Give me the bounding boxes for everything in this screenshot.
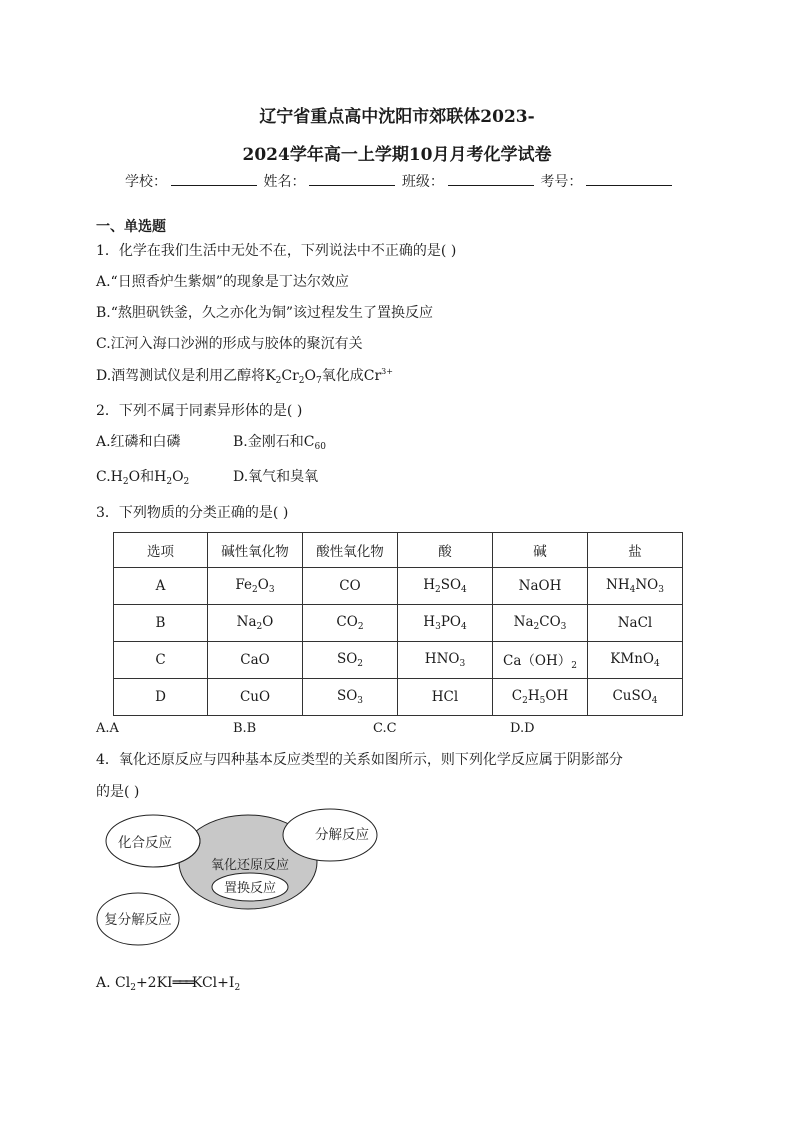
formula-cell: $CO_2$ — [303, 605, 398, 642]
table-row — [114, 605, 683, 642]
formula-cell: $Na_2O$ — [208, 605, 303, 642]
reaction-venn-diagram — [92, 808, 392, 948]
formula-h2o: $H_2O$ — [110, 469, 141, 487]
q2-option-c-and: 和 — [140, 469, 155, 485]
formula-cell: $NH_4NO_3$ — [588, 568, 683, 605]
q2-option-c: $C.H_2O$和$H_2O_2$ — [96, 469, 190, 487]
combination-label: 化合反应 — [118, 835, 172, 851]
formula-cell: $H_2SO_4$ — [398, 568, 493, 605]
q1-option-d — [96, 365, 393, 386]
q2-option-a: A.红磷和白磷 — [96, 434, 181, 450]
q3-option-c: C.C — [373, 721, 397, 736]
exam-title-line2: 2024学年高一上学期10月月考化学试卷 — [242, 145, 552, 165]
formula-cell: $H_3PO_4$ — [398, 605, 493, 642]
header-cell: 碱 — [493, 533, 588, 568]
row-label: D — [114, 679, 208, 716]
formula-h2o2: $H_2O_2$ — [154, 469, 190, 487]
formula-cell: CuSO$_4$ — [588, 679, 683, 716]
formula-c60: $C_{60}$ — [303, 434, 326, 452]
redox-label: 氧化还原反应 — [210, 858, 290, 873]
table-row — [114, 679, 683, 716]
formula-cell: $Na_2CO_3$ — [493, 605, 588, 642]
formula-cell: $Ca(OH)_2$ — [493, 642, 588, 679]
q3-option-a: A.A — [96, 721, 119, 736]
classification-table — [113, 532, 683, 716]
section-heading: 一、单选题 — [96, 219, 166, 235]
q4-option-a — [96, 975, 240, 993]
reaction-equation: $Cl_2+2KI═══KCl+I_2$ — [115, 975, 241, 993]
formula-cr3plus: $Cr^{3+}$ — [363, 367, 393, 384]
header-cell: 盐 — [588, 533, 683, 568]
class-label: 班级： — [401, 174, 444, 190]
decomposition-label: 分解反应 — [315, 827, 369, 843]
table-header-row — [114, 533, 683, 568]
class-blank[interactable] — [448, 173, 534, 186]
table-row — [114, 642, 683, 679]
exam-number-blank[interactable] — [586, 173, 672, 186]
formula-cell: KMnO$_4$ — [588, 642, 683, 679]
name-blank[interactable] — [309, 173, 395, 186]
q1-option-d-prefix: D.酒驾测试仪是利用乙醇将 — [96, 368, 266, 384]
formula-cell: NaOH — [493, 568, 588, 605]
formula-cell: HCl — [398, 679, 493, 716]
formula-cell: CaO — [208, 642, 303, 679]
school-label: 学校： — [125, 174, 167, 190]
row-label: C — [114, 642, 208, 679]
q1-option-b: B.“熬胆矾铁釜，久之亦化为铜”该过程发生了置换反应 — [96, 305, 434, 321]
displacement-label: 置换反应 — [223, 881, 277, 896]
formula-cell: CuO — [208, 679, 303, 716]
name-label: 姓名： — [263, 174, 306, 190]
double-displacement-label: 复分解反应 — [104, 912, 172, 928]
formula-cell: $C_2H_5OH$ — [493, 679, 588, 716]
q2-option-b-prefix: B.金刚石和 — [233, 434, 304, 450]
table-row — [114, 568, 683, 605]
q4-stem-line1: 4．氧化还原反应与四种基本反应类型的关系如图所示，则下列化学反应属于阴影部分 — [96, 752, 623, 768]
q4-stem-line2: 的是( ) — [96, 784, 140, 800]
formula-cell: NaCl — [588, 605, 683, 642]
q2-stem: 2．下列不属于同素异形体的是( ) — [96, 403, 303, 419]
row-label: B — [114, 605, 208, 642]
header-cell: 碱性氧化物 — [208, 533, 303, 568]
header-cell: 选项 — [114, 533, 208, 568]
formula-cell: $Fe_2O_3$ — [208, 568, 303, 605]
exam-number-label: 考号： — [540, 174, 583, 190]
school-blank[interactable] — [171, 173, 257, 186]
q2-option-b — [233, 431, 326, 452]
header-cell: 酸性氧化物 — [303, 533, 398, 568]
q1-option-c: C.江河入海口沙洲的形成与胶体的聚沉有关 — [96, 336, 363, 352]
formula-cell: $SO_3$ — [303, 679, 398, 716]
q1-option-d-middle: 氧化成 — [321, 368, 364, 384]
q3-option-b: B.B — [233, 721, 257, 736]
formula-k2cr2o7: $K_2Cr_2O_7$ — [265, 368, 322, 386]
q3-stem: 3．下列物质的分类正确的是( ) — [96, 505, 289, 521]
q1-option-a: A.“日照香炉生紫烟”的现象是丁达尔效应 — [96, 274, 349, 290]
row-label: A — [114, 568, 208, 605]
formula-cell: $SO_2$ — [303, 642, 398, 679]
student-info-row — [125, 171, 674, 191]
q3-option-d: D.D — [510, 721, 535, 736]
formula-cell: CO — [303, 568, 398, 605]
q4-option-a-prefix: A. — [96, 975, 116, 991]
header-cell: 酸 — [398, 533, 493, 568]
formula-cell: $HNO_3$ — [398, 642, 493, 679]
exam-title-line1: 辽宁省重点高中沈阳市郊联体2023- — [259, 107, 535, 127]
q2-option-d: D.氧气和臭氧 — [233, 469, 319, 485]
q1-stem: 1．化学在我们生活中无处不在，下列说法中不正确的是( ) — [96, 243, 457, 259]
